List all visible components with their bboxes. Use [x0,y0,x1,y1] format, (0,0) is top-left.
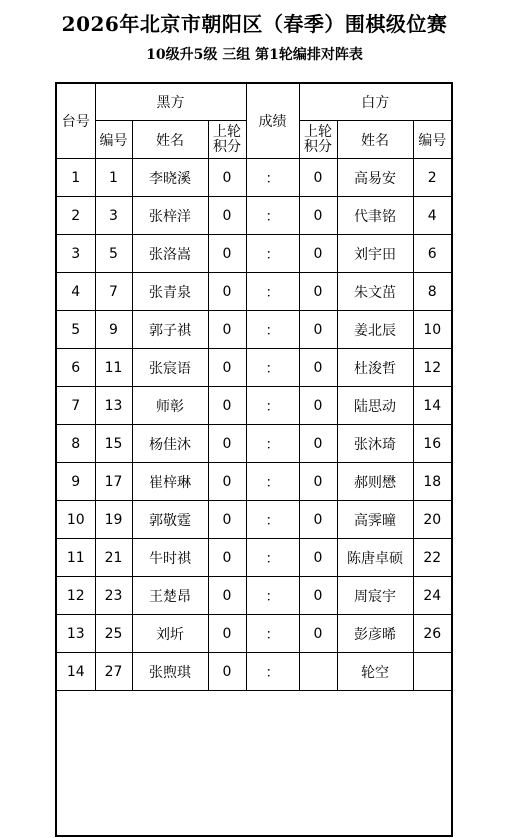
black-prev-points-cell: 0 [208,349,246,387]
white-seed-cell: 2 [413,159,452,197]
result-cell: ： [246,501,299,539]
black-prev-points-cell: 0 [208,463,246,501]
table-row [56,159,452,197]
table-number-cell: 7 [56,387,95,425]
black-name-cell: 郭敬霆 [132,501,208,539]
black-name-cell: 李晓溪 [132,159,208,197]
prev-points-line2: 积分 [304,138,332,155]
black-prev-points-cell: 0 [208,273,246,311]
white-name-cell: 高霁曈 [337,501,413,539]
white-prev-points-cell: 0 [299,197,337,235]
white-prev-points-cell: 0 [299,501,337,539]
white-name-cell: 陈唐卓硕 [337,539,413,577]
black-seed-cell: 3 [95,197,132,235]
table-row [56,235,452,273]
white-prev-points-cell: 0 [299,463,337,501]
table-row [56,197,452,235]
black-seed-cell: 5 [95,235,132,273]
table-number-cell: 4 [56,273,95,311]
white-seed-cell: 26 [413,615,452,653]
black-prev-points-cell: 0 [208,311,246,349]
black-prev-points-cell: 0 [208,425,246,463]
black-seed-cell: 23 [95,577,132,615]
table-row [56,463,452,501]
black-name-cell: 张宸语 [132,349,208,387]
white-name-cell: 高易安 [337,159,413,197]
header-row-1 [56,83,452,121]
black-name-cell: 牛时祺 [132,539,208,577]
black-name-cell: 郭子祺 [132,311,208,349]
black-seed-cell: 21 [95,539,132,577]
page-title: 2026年北京市朝阳区（春季）围棋级位赛 [61,12,448,36]
black-name-cell: 张梓洋 [132,197,208,235]
white-seed-cell: 16 [413,425,452,463]
white-prev-points-cell: 0 [299,311,337,349]
black-name-cell: 刘圻 [132,615,208,653]
table-row [56,501,452,539]
col-black-header: 黑方 [95,83,246,121]
table-row [56,425,452,463]
white-name-cell: 代聿铭 [337,197,413,235]
black-name-cell: 张青泉 [132,273,208,311]
result-cell: ： [246,387,299,425]
table-number-cell: 6 [56,349,95,387]
col-white-header: 白方 [299,83,452,121]
result-cell: ： [246,425,299,463]
white-name-cell: 张沐琦 [337,425,413,463]
white-name-cell: 陆思动 [337,387,413,425]
white-seed-cell: 20 [413,501,452,539]
blank-area [56,691,452,837]
white-name-cell: 杜浚哲 [337,349,413,387]
result-cell: ： [246,273,299,311]
white-seed-cell: 24 [413,577,452,615]
black-prev-points-cell: 0 [208,235,246,273]
white-name-cell: 朱文茁 [337,273,413,311]
white-prev-points-cell: 0 [299,425,337,463]
table-number-cell: 3 [56,235,95,273]
white-name-cell: 刘宇田 [337,235,413,273]
black-seed-header: 编号 [95,121,132,159]
white-seed-cell: 12 [413,349,452,387]
table-row [56,577,452,615]
black-prev-points-cell: 0 [208,387,246,425]
white-seed-cell: 6 [413,235,452,273]
table-number-cell: 10 [56,501,95,539]
result-cell: ： [246,615,299,653]
white-seed-cell: 14 [413,387,452,425]
black-prev-points-cell: 0 [208,197,246,235]
black-prev-points-header [208,121,246,159]
result-cell: ： [246,311,299,349]
white-name-cell: 彭彦晞 [337,615,413,653]
page-subtitle: 10级升5级 三组 第1轮编排对阵表 [146,47,363,63]
white-seed-cell [413,653,452,691]
black-prev-points-cell: 0 [208,501,246,539]
table-row [56,539,452,577]
white-prev-points-cell: 0 [299,273,337,311]
result-cell: ： [246,159,299,197]
col-table-no-header: 台号 [56,83,95,159]
black-name-header: 姓名 [132,121,208,159]
table-number-cell: 9 [56,463,95,501]
table-row [56,615,452,653]
blank-row [56,691,452,837]
black-prev-points-cell: 0 [208,615,246,653]
prev-points-line1: 上轮 [304,123,332,140]
table-number-cell: 11 [56,539,95,577]
black-name-cell: 杨佳沐 [132,425,208,463]
black-prev-points-cell: 0 [208,159,246,197]
table-number-cell: 12 [56,577,95,615]
white-seed-header: 编号 [413,121,452,159]
result-cell: ： [246,463,299,501]
result-cell: ： [246,197,299,235]
black-seed-cell: 17 [95,463,132,501]
black-seed-cell: 9 [95,311,132,349]
white-name-header: 姓名 [337,121,413,159]
white-seed-cell: 22 [413,539,452,577]
result-cell: ： [246,653,299,691]
prev-points-line2: 积分 [213,138,241,155]
white-seed-cell: 10 [413,311,452,349]
table-row [56,311,452,349]
white-prev-points-cell: 0 [299,159,337,197]
table-number-cell: 14 [56,653,95,691]
table-row [56,349,452,387]
black-name-cell: 王楚昂 [132,577,208,615]
white-name-cell: 郝则懋 [337,463,413,501]
white-prev-points-cell: 0 [299,235,337,273]
black-seed-cell: 13 [95,387,132,425]
white-name-cell: 轮空 [337,653,413,691]
white-prev-points-header [299,121,337,159]
white-seed-cell: 8 [413,273,452,311]
table-row [56,273,452,311]
black-name-cell: 师彰 [132,387,208,425]
table-row [56,653,452,691]
black-seed-cell: 15 [95,425,132,463]
white-prev-points-cell: 0 [299,387,337,425]
white-seed-cell: 18 [413,463,452,501]
result-cell: ： [246,235,299,273]
table-number-cell: 8 [56,425,95,463]
table-number-cell: 2 [56,197,95,235]
table-number-cell: 1 [56,159,95,197]
white-name-cell: 姜北辰 [337,311,413,349]
black-prev-points-cell: 0 [208,653,246,691]
black-seed-cell: 27 [95,653,132,691]
white-prev-points-cell [299,653,337,691]
white-prev-points-cell: 0 [299,577,337,615]
white-prev-points-cell: 0 [299,615,337,653]
black-seed-cell: 19 [95,501,132,539]
white-name-cell: 周宸宇 [337,577,413,615]
result-cell: ： [246,577,299,615]
black-seed-cell: 25 [95,615,132,653]
black-seed-cell: 11 [95,349,132,387]
table-row [56,387,452,425]
black-name-cell: 张煦琪 [132,653,208,691]
white-prev-points-cell: 0 [299,349,337,387]
black-prev-points-cell: 0 [208,577,246,615]
table-number-cell: 13 [56,615,95,653]
pairings-table [55,82,453,837]
table-number-cell: 5 [56,311,95,349]
white-prev-points-cell: 0 [299,539,337,577]
prev-points-line1: 上轮 [213,123,241,140]
black-name-cell: 崔梓琳 [132,463,208,501]
black-name-cell: 张洛嵩 [132,235,208,273]
col-result-header: 成绩 [246,83,299,159]
black-seed-cell: 1 [95,159,132,197]
result-cell: ： [246,349,299,387]
black-prev-points-cell: 0 [208,539,246,577]
white-seed-cell: 4 [413,197,452,235]
black-seed-cell: 7 [95,273,132,311]
result-cell: ： [246,539,299,577]
